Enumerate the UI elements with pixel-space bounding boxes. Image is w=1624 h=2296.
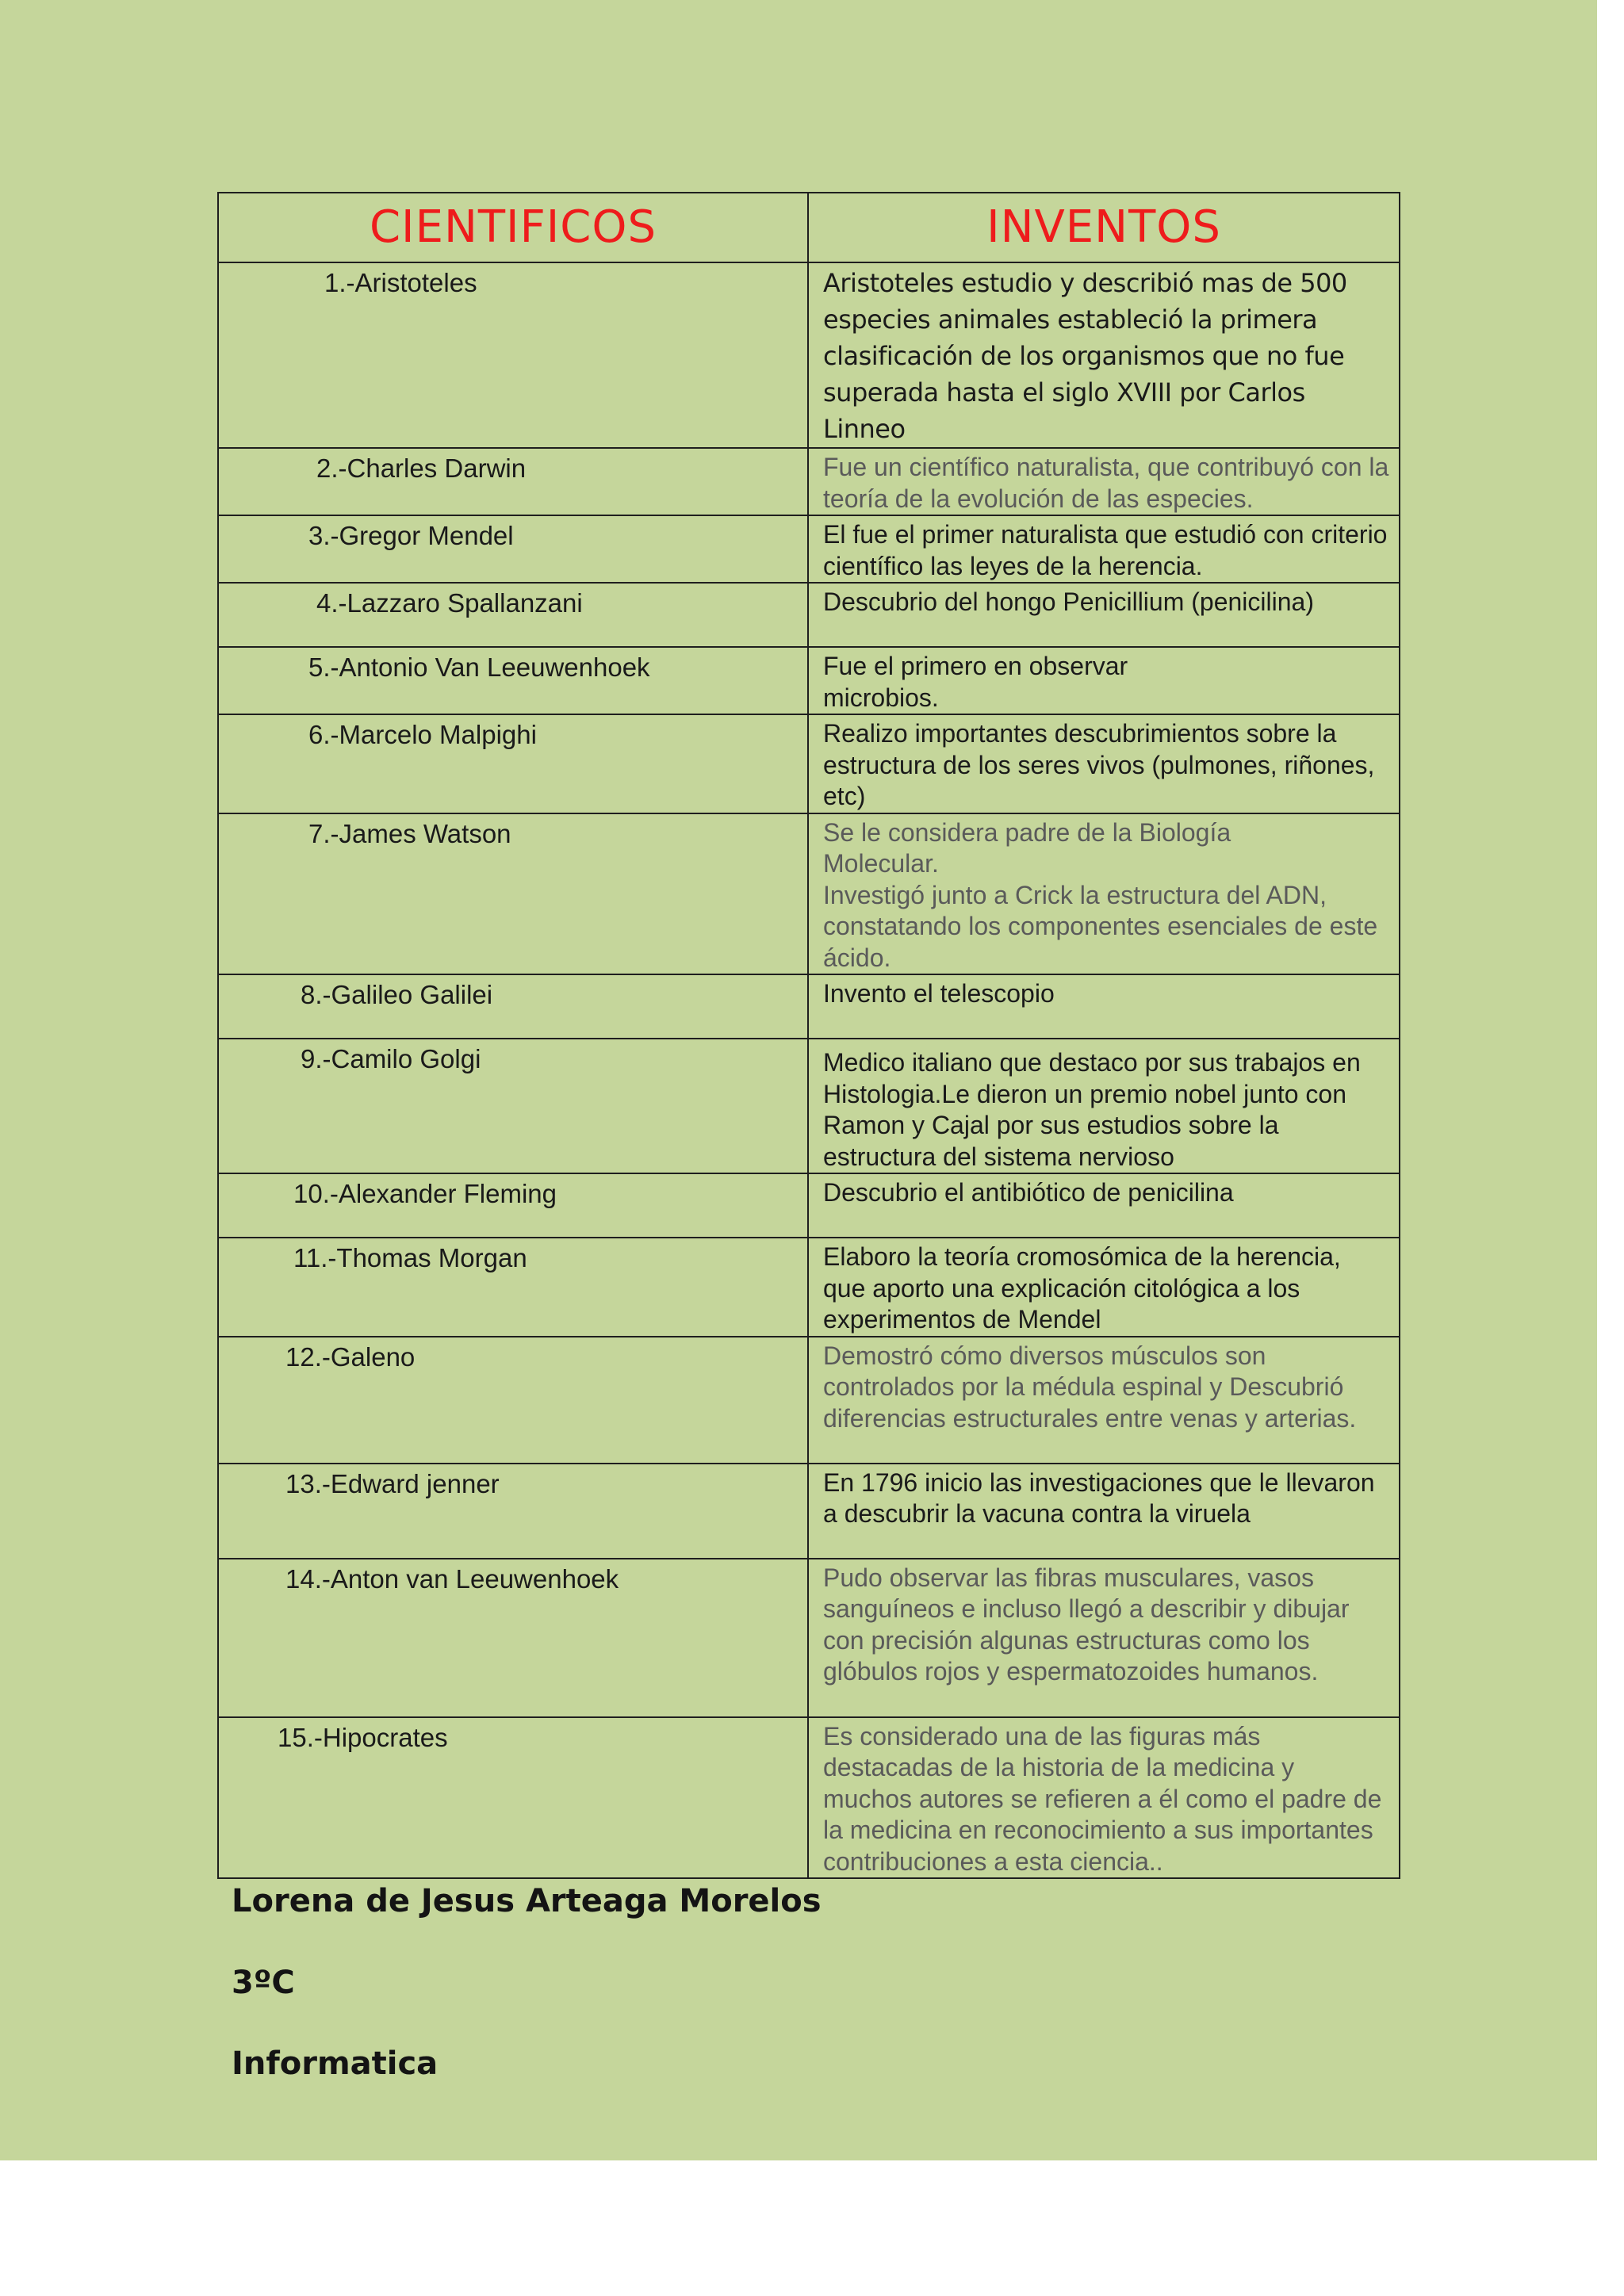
table-row	[218, 262, 1400, 448]
name-cell	[218, 1717, 808, 1879]
author-name: Lorena de Jesus Arteaga Morelos	[232, 1883, 822, 1919]
scientist-name: 11.-Thomas Morgan	[293, 1243, 527, 1272]
table-row	[218, 448, 1400, 515]
name-cell	[218, 974, 808, 1039]
header-cell-inventos	[808, 193, 1400, 262]
scientist-name: 7.-James Watson	[308, 818, 511, 848]
scientist-description: Elaboro la teoría cromosómica de la herencia, que aporto una explicación citológica a los experimentos de Mendel	[823, 1242, 1341, 1334]
desc-cell	[808, 1173, 1400, 1238]
table-row	[218, 583, 1400, 647]
scientist-name: 15.-Hipocrates	[278, 1722, 448, 1752]
table-row	[218, 515, 1400, 583]
table-header-row	[218, 193, 1400, 262]
scientist-description-extra: Investigó junto a Crick la estructura del ADN, constatando los componentes esenciales de este ácido.	[823, 880, 1378, 972]
scientist-description: Medico italiano que destaco por sus trabajos en Histologia.Le dieron un premio nobel junto con Ramon y Cajal por sus estudios sobre la estructura del sistema nervioso	[823, 1048, 1361, 1171]
name-cell	[218, 813, 808, 975]
scientist-name: 12.-Galeno	[285, 1341, 416, 1372]
name-cell	[218, 714, 808, 813]
group-label: 3ºC	[232, 1965, 295, 2001]
scientist-name: 10.-Alexander Fleming	[293, 1179, 557, 1208]
scientist-name: 1.-Aristoteles	[324, 268, 477, 297]
scientist-description: Fue el primero en observar microbios.	[823, 652, 1128, 712]
desc-cell	[808, 262, 1400, 448]
scientist-name: 5.-Antonio Van Leeuwenhoek	[308, 652, 650, 682]
scientist-description: Descubrio el antibiótico de penicilina	[823, 1178, 1234, 1207]
name-cell	[218, 448, 808, 515]
scientist-description: Fue un científico naturalista, que contribuyó con la teoría de la evolución de las especies.	[823, 453, 1389, 513]
scientist-description: En 1796 inicio las investigaciones que le llevaron a descubrir la vacuna contra la viruela	[823, 1468, 1375, 1528]
desc-cell	[808, 714, 1400, 813]
scientist-description: Se le considera padre de la Biología Molecular.	[823, 817, 1231, 878]
desc-cell	[808, 1464, 1400, 1559]
name-cell	[218, 1337, 808, 1464]
scientist-name: 9.-Camilo Golgi	[301, 1044, 481, 1073]
scientist-name: 2.-Charles Darwin	[316, 453, 527, 483]
desc-cell	[808, 647, 1400, 714]
header-cientificos: CIENTIFICOS	[369, 201, 657, 253]
header-inventos: INVENTOS	[986, 201, 1221, 253]
desc-cell	[808, 1039, 1400, 1173]
scientist-description: Descubrio del hongo Penicillium (penicilina)	[823, 587, 1314, 616]
name-cell	[218, 262, 808, 448]
scientist-name: 14.-Anton van Leeuwenhoek	[285, 1563, 619, 1594]
table-row	[218, 974, 1400, 1039]
scientists-table	[217, 192, 1400, 1879]
table-row	[218, 1717, 1400, 1879]
table-row	[218, 1464, 1400, 1559]
desc-cell	[808, 515, 1400, 583]
scientist-description: Pudo observar las fibras musculares, vasos sanguíneos e incluso llegó a describir y dibujar con precisión algunas estructuras como los glóbulos rojos y espermatozoides humanos.	[823, 1563, 1350, 1686]
name-cell	[218, 1039, 808, 1173]
scientist-description: Aristoteles estudio y describió mas de 500 especies animales estableció la primera clasificación de los organismos que no fue superada hasta el siglo XVIII por Carlos Linneo	[823, 268, 1347, 444]
name-cell	[218, 1559, 808, 1717]
table-row	[218, 1238, 1400, 1337]
table-row	[218, 1559, 1400, 1717]
scientist-description: Invento el telescopio	[823, 979, 1055, 1008]
name-cell	[218, 1238, 808, 1337]
name-cell	[218, 583, 808, 647]
table-row	[218, 647, 1400, 714]
name-cell	[218, 1173, 808, 1238]
scientist-name: 3.-Gregor Mendel	[308, 521, 514, 550]
desc-cell	[808, 583, 1400, 647]
scientist-description: Es considerado una de las figuras más destacadas de la historia de la medicina y muchos autores se refieren a él como el padre de la medicina en reconocimiento a sus importantes contribuciones a esta ciencia..	[823, 1721, 1382, 1876]
name-cell	[218, 515, 808, 583]
scientist-name: 13.-Edward jenner	[285, 1468, 500, 1498]
scientist-description: Demostró cómo diversos músculos son controlados por la médula espinal y Descubrió diferencias estructurales entre venas y arterias.	[823, 1341, 1357, 1433]
table-row	[218, 1173, 1400, 1238]
table-row	[218, 714, 1400, 813]
table-row	[218, 813, 1400, 975]
desc-cell	[808, 1717, 1400, 1879]
header-cell-cientificos	[218, 193, 808, 262]
name-cell	[218, 647, 808, 714]
scientist-name: 6.-Marcelo Malpighi	[308, 720, 537, 749]
table-row	[218, 1337, 1400, 1464]
desc-cell	[808, 1337, 1400, 1464]
name-cell	[218, 1464, 808, 1559]
desc-cell	[808, 974, 1400, 1039]
scientist-name: 8.-Galileo Galilei	[301, 980, 493, 1009]
scientist-description: El fue el primer naturalista que estudió con criterio científico las leyes de la herencia.	[823, 520, 1388, 580]
desc-cell	[808, 448, 1400, 515]
desc-cell	[808, 813, 1400, 975]
subject-label: Informatica	[232, 2045, 439, 2082]
desc-cell	[808, 1559, 1400, 1717]
desc-cell	[808, 1238, 1400, 1337]
scientist-description: Realizo importantes descubrimientos sobre la estructura de los seres vivos (pulmones, riñones, etc)	[823, 719, 1375, 810]
table-row	[218, 1039, 1400, 1173]
scientist-name: 4.-Lazzaro Spallanzani	[316, 588, 583, 618]
